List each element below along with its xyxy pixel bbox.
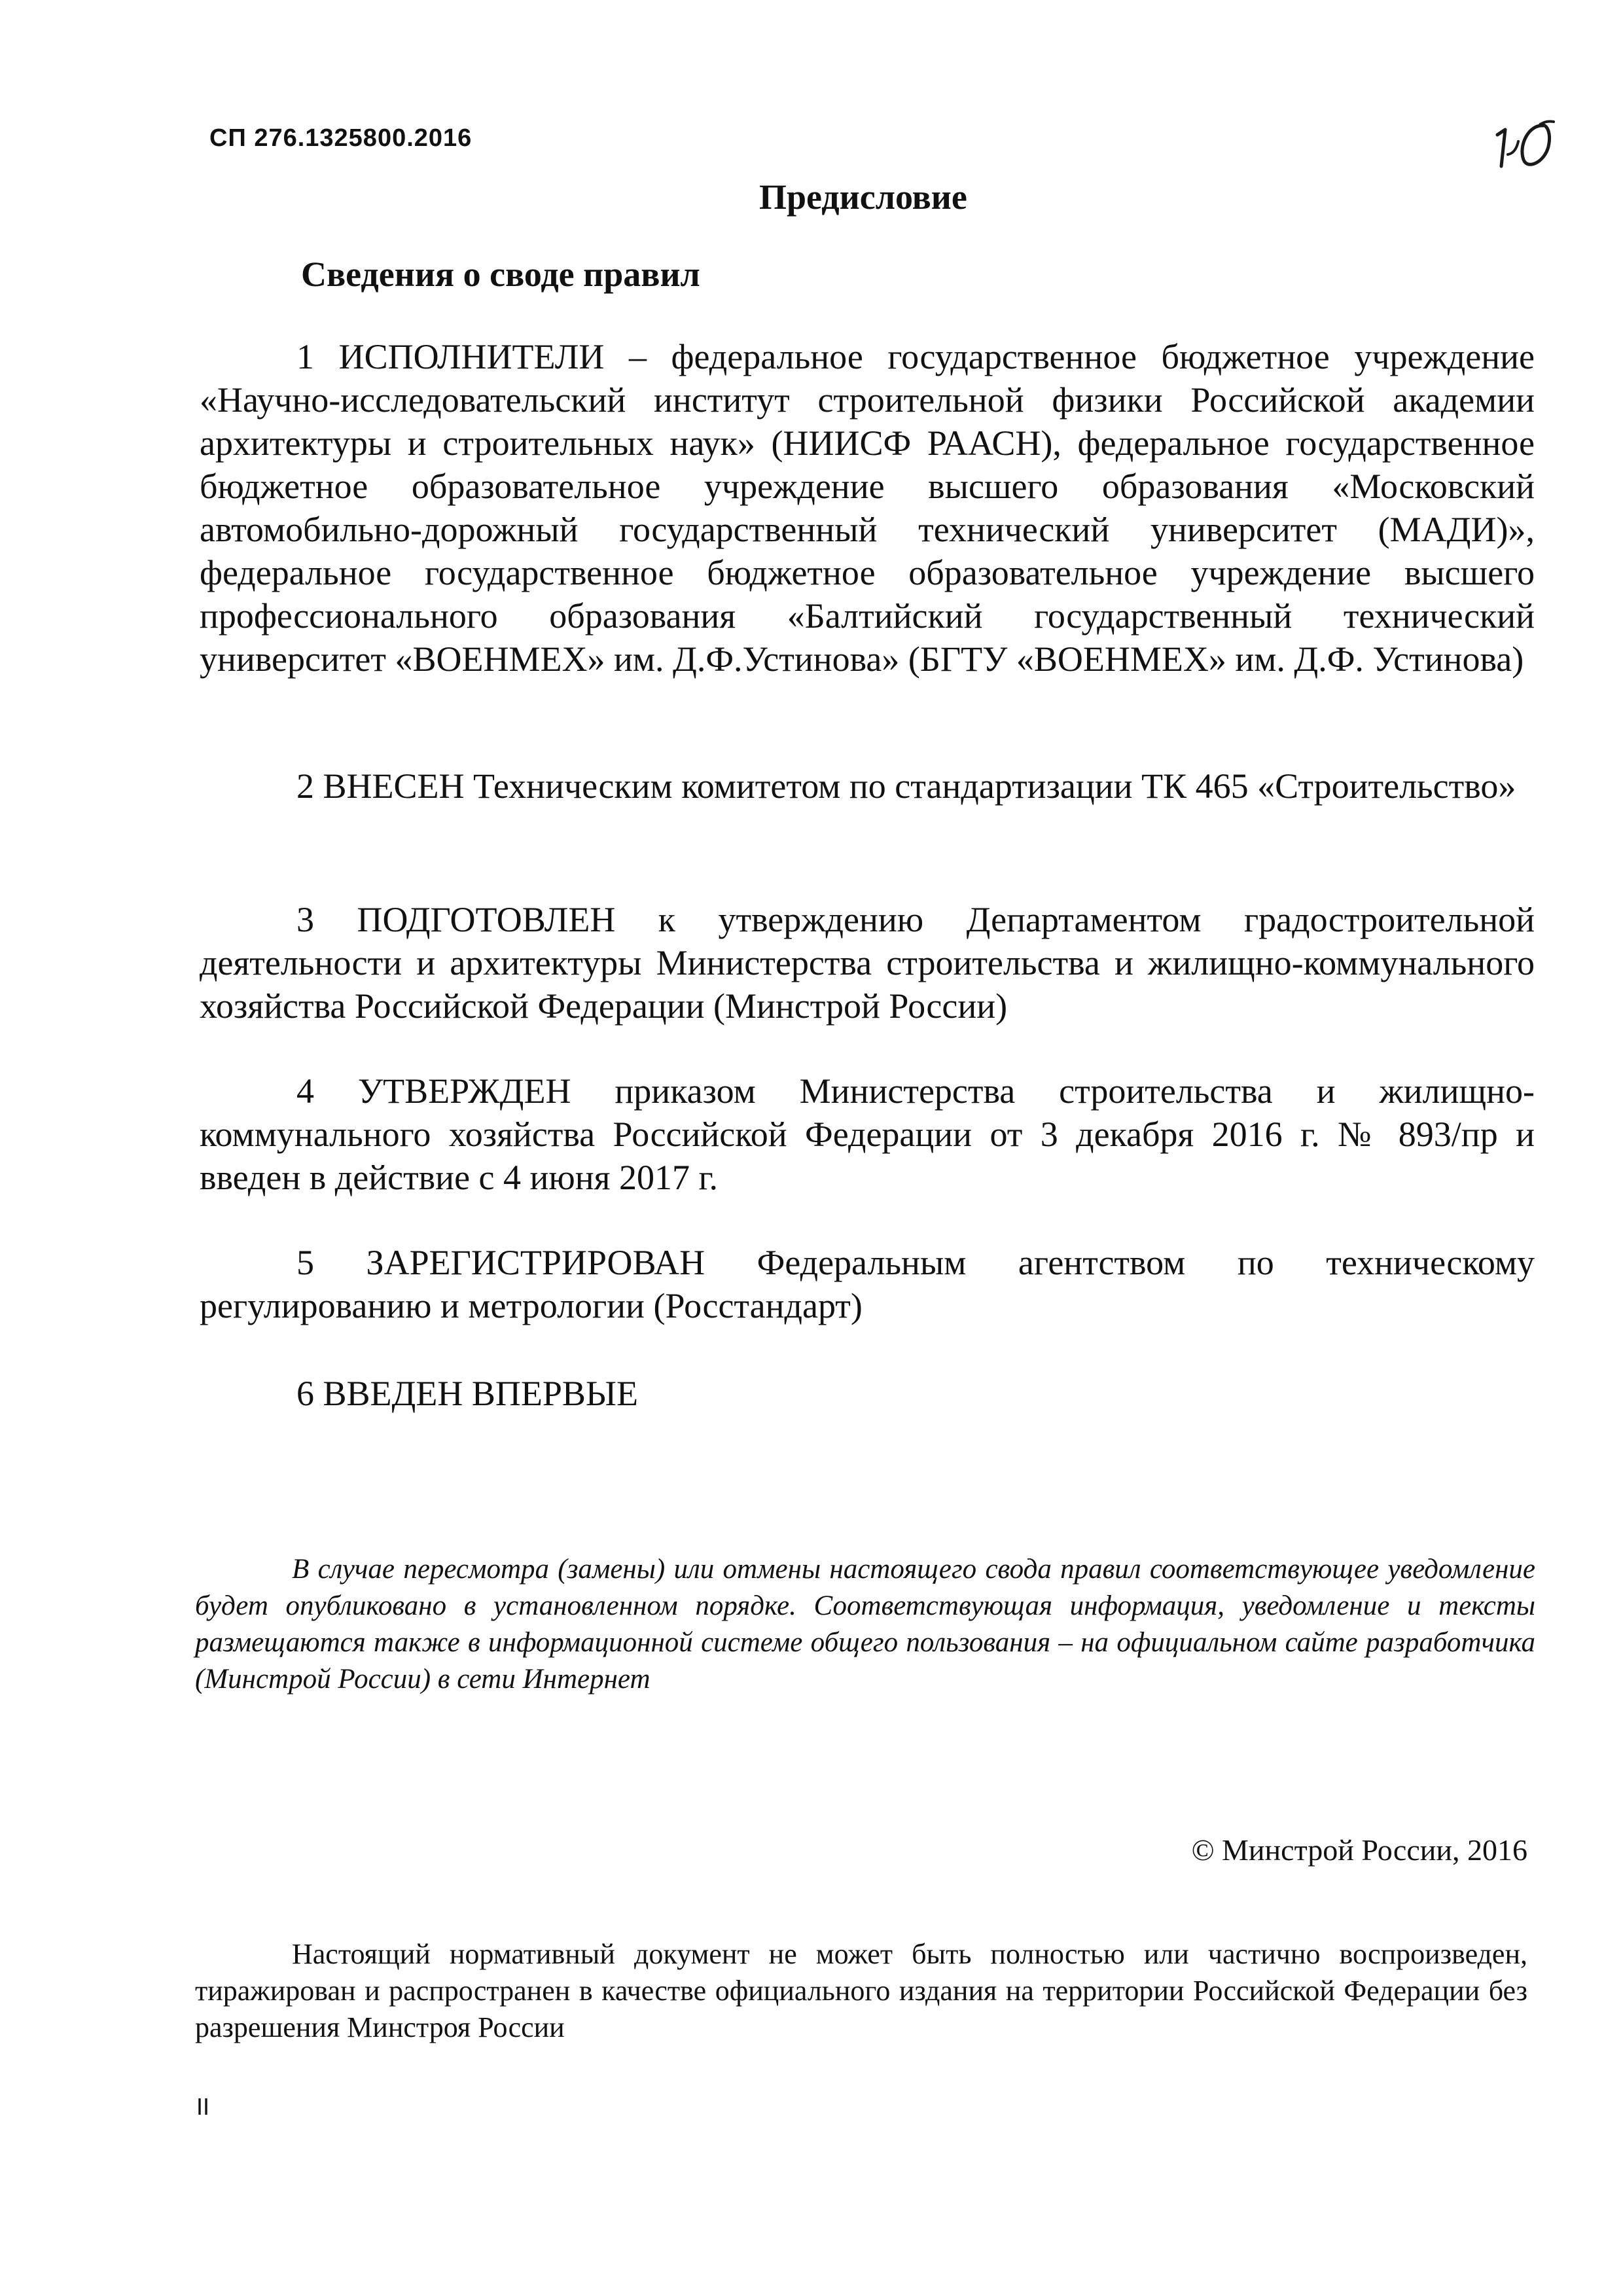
item-approved: 4 УТВЕРЖДЕН приказом Министерства строительства и жилищно-коммунального хозяйства Российской Федерации от 3 декабря 2016 г. № 893/пр и введен в действие с 4 июня 2017 г. — [200, 1071, 1535, 1197]
page-number: II — [196, 2093, 210, 2120]
revision-notice: В случае пересмотра (замены) или отмены настоящего свода правил соответствующее уведомление будет опубликовано в установленном порядке. Соответствующая информация, уведомление и тексты размещаются также в информационной системе общего пользования – на официальном сайте разработчика (Минстрой России) в сети Интернет — [195, 1554, 1535, 1695]
item-prepared: 3 ПОДГОТОВЛЕН к утверждению Департаментом градостроительной деятельности и архитектуры Министерства строительства и жилищно-коммунального хозяйства Российской Федерации (Минстрой России) — [200, 900, 1535, 1026]
handwritten-page-number — [1486, 115, 1564, 174]
legal-notice: Настоящий нормативный документ не может быть полностью или частично воспроизведен, тиражирован и распространен в качестве официального издания на территории Российской Федерации без разрешения Минстроя России — [195, 1938, 1527, 2043]
document-code: СП 276.1325800.2016 — [209, 124, 473, 152]
item-registered: 5 ЗАРЕГИСТРИРОВАН Федеральным агентством по техническому регулированию и метрологии (Росстандарт) — [200, 1243, 1535, 1325]
item-introduced: 2 ВНЕСЕН Техническим комитетом по стандартизации ТК 465 «Строительство» — [296, 766, 1516, 806]
section-title: Сведения о своде правил — [301, 255, 700, 294]
preface-title: Предисловие — [759, 177, 967, 217]
item-first-introduced: 6 ВВЕДЕН ВПЕРВЫЕ — [296, 1374, 638, 1413]
copyright: © Минстрой России, 2016 — [1191, 1833, 1527, 1867]
item-executors: 1 ИСПОЛНИТЕЛИ – федеральное государственное бюджетное учреждение «Научно-исследовательский институт строительной физики Российской академии архитектуры и строительных наук» (НИИСФ РААСН), федеральное государственное бюджетное образовательное учреждение высшего образования «Московский автомобильно-дорожный государственный технический университет (МАДИ)», федеральное государственное бюджетное образовательное учреждение высшего профессионального образования «Балтийский государственный технический университет «ВОЕНМЕХ» им. Д.Ф.Устинова» (БГТУ «ВОЕНМЕХ» им. Д.Ф. Устинова) — [200, 337, 1535, 679]
